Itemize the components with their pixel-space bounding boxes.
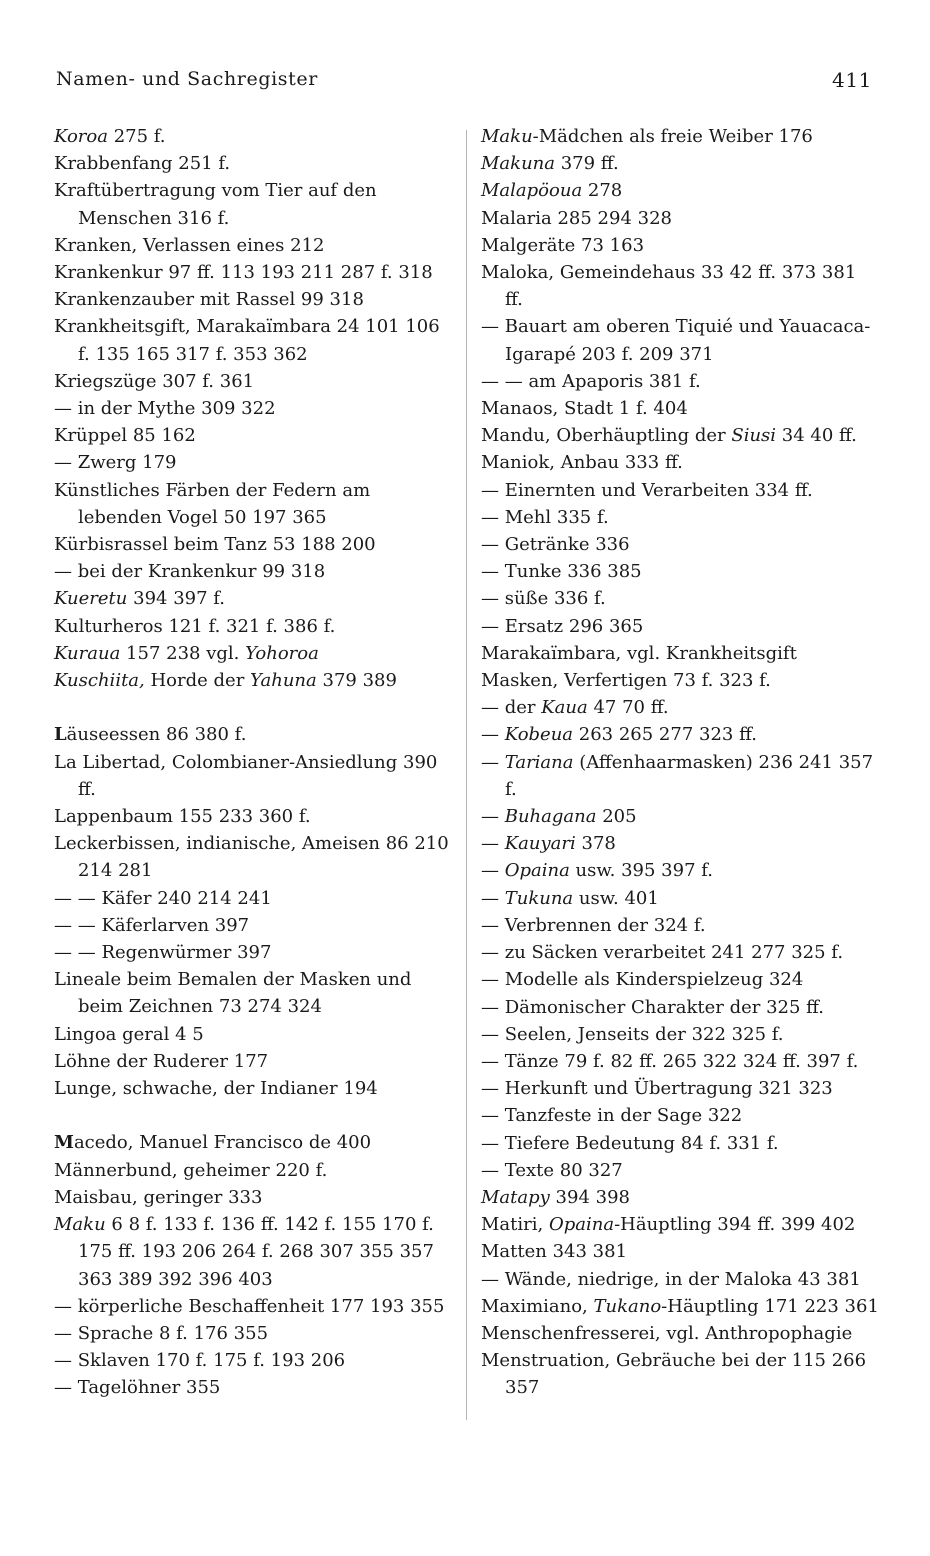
index-entry [54, 123, 450, 150]
entry-text: 157 238 vgl. [120, 642, 246, 664]
entry-text: Männerbund, geheimer 220 f. [54, 1159, 328, 1181]
entry-text: — Bauart am oberen Tiquié und Yauacaca-Igarapé 203 f. 209 371 [481, 316, 871, 365]
index-entry [481, 123, 879, 150]
index-entry [481, 613, 879, 640]
entry-text: 379 389 [316, 670, 397, 692]
entry-text: äuseessen 86 380 f. [66, 724, 247, 746]
index-entry [54, 912, 450, 939]
index-entry [481, 1266, 879, 1293]
entry-text: — Seelen, Jenseits der 322 325 f. [481, 1023, 784, 1045]
index-entry [54, 1211, 450, 1293]
entry-text: — Tänze 79 f. 82 ff. 265 322 324 ff. 397 f. [481, 1050, 859, 1072]
entry-italic-text: Yahuna [250, 670, 317, 692]
index-entry [481, 939, 879, 966]
index-entry [54, 1157, 450, 1184]
entry-text: Menschenfresserei, vgl. Anthropophagie [481, 1322, 853, 1344]
index-entry [481, 1347, 879, 1401]
entry-text: Lunge, schwache, der Indianer 194 [54, 1078, 378, 1100]
index-entry [481, 1130, 879, 1157]
entry-text: Kranken, Verlassen eines 212 [54, 234, 325, 256]
entry-text: — Zwerg 179 [54, 452, 177, 474]
index-entry [481, 477, 879, 504]
index-column-left [54, 123, 450, 1402]
entry-text: 275 f. [107, 126, 166, 147]
running-head-title: Namen- und Sachregister [56, 68, 318, 90]
entry-text: Künstliches Färben der Federn am lebenden Vogel 50 197 365 [54, 479, 371, 528]
entry-text: Malaria 285 294 328 [481, 207, 672, 229]
entry-text: — — Käfer 240 214 241 [54, 887, 272, 909]
index-entry [54, 259, 450, 286]
index-entry [481, 885, 879, 912]
entry-text: Matten 343 381 [481, 1241, 628, 1263]
index-entry [54, 1075, 450, 1102]
entry-text: Lineale beim Bemalen der Masken und beim Zeichnen 73 274 324 [54, 969, 412, 1018]
entry-text: 205 [596, 806, 637, 828]
index-entry [481, 205, 879, 232]
running-header [56, 68, 872, 98]
entry-italic-text: Maku [54, 1214, 106, 1236]
entry-text: Horde der [144, 670, 251, 692]
entry-italic-text: Matapy [481, 1186, 550, 1208]
entry-text: -Mädchen als freie Weiber 176 [532, 126, 813, 147]
entry-text: 34 40 ff. [776, 425, 857, 447]
index-entry [481, 1075, 879, 1102]
index-entry [481, 994, 879, 1021]
entry-text: Manaos, Stadt 1 f. 404 [481, 398, 688, 420]
page-number: 411 [832, 68, 872, 92]
index-entry [54, 1184, 450, 1211]
entry-text: Krankenkur 97 ff. 113 193 211 287 f. 318 [54, 262, 433, 284]
index-entry [54, 939, 450, 966]
entry-italic-text: Opaina [548, 1214, 615, 1236]
index-entry [481, 232, 879, 259]
entry-italic-text: Kuschiita, [54, 670, 145, 692]
entry-text: L [54, 724, 67, 746]
index-entry [54, 830, 450, 884]
entry-text: Krankenzauber mit Rassel 99 318 [54, 289, 364, 311]
entry-text: Leckerbissen, indianische, Ameisen 86 210 214 281 [54, 833, 449, 882]
entry-text: — [481, 860, 505, 882]
entry-text: Löhne der Ruderer 177 [54, 1050, 269, 1072]
index-entry [481, 1320, 879, 1347]
index-entry [481, 449, 879, 476]
entry-text: M [54, 1132, 74, 1154]
entry-text: 379 ff. [555, 153, 619, 175]
index-entry [54, 1293, 450, 1320]
entry-text: — Tiefere Bedeutung 84 f. 331 f. [481, 1132, 779, 1154]
entry-text: Malgeräte 73 163 [481, 234, 645, 256]
index-entry [54, 749, 450, 803]
entry-text: La Libertad, Colombianer-Ansiedlung 390 ff. [54, 751, 438, 800]
index-entry [54, 667, 450, 694]
entry-text: Kürbisrassel beim Tanz 53 188 200 [54, 534, 376, 556]
entry-text: 378 [575, 833, 616, 855]
index-entry [481, 558, 879, 585]
entry-text: — [481, 724, 505, 746]
entry-text: — der [481, 697, 542, 719]
index-entry [54, 177, 450, 231]
entry-text: — Tagelöhner 355 [54, 1377, 221, 1399]
entry-text: 278 [582, 180, 623, 202]
entry-italic-text: Maku [481, 126, 533, 147]
entry-text: — Dämonischer Charakter der 325 ff. [481, 996, 825, 1018]
entry-text: Maniok, Anbau 333 ff. [481, 452, 683, 474]
index-entry [54, 1374, 450, 1401]
entry-text: Matiri, [481, 1214, 549, 1236]
entry-text: Kulturheros 121 f. 321 f. 386 f. [54, 615, 336, 637]
entry-text: — Ersatz 296 365 [481, 615, 644, 637]
index-entry [54, 477, 450, 531]
index-entry [54, 1347, 450, 1374]
index-entry [481, 150, 879, 177]
entry-italic-text: Kueretu [54, 588, 128, 610]
entry-text: Marakaïmbara, vgl. Krankheitsgift [481, 642, 797, 664]
entry-text: Maximiano, [481, 1295, 594, 1317]
entry-text: (Affenhaarmasken) 236 241 357 f. [505, 751, 874, 800]
entry-text: Maloka, Gemeindehaus 33 42 ff. 373 381 ff. [481, 262, 857, 311]
index-entry [481, 422, 879, 449]
entry-text: — Herkunft und Übertragung 321 323 [481, 1078, 833, 1100]
entry-italic-text: Buhagana [504, 806, 597, 828]
entry-text: — — Regenwürmer 397 [54, 942, 272, 964]
index-entry [481, 667, 879, 694]
column-divider [466, 130, 467, 1420]
index-entry [54, 558, 450, 585]
index-entry [481, 1293, 879, 1320]
entry-text: — Modelle als Kinderspielzeug 324 [481, 969, 804, 991]
entry-text: 47 70 ff. [587, 697, 669, 719]
entry-text: — zu Säcken verarbeitet 241 277 325 f. [481, 942, 844, 964]
entry-italic-text: Siusi [731, 425, 777, 447]
entry-text: 6 8 f. 133 f. 136 ff. 142 f. 155 170 f. 175 ff. 193 206 264 f. 268 307 355 357 363 389 392 396 403 [78, 1214, 434, 1290]
entry-text: — körperliche Beschaffenheit 177 193 355 [54, 1295, 445, 1317]
entry-text: Masken, Verfertigen 73 f. 323 f. [481, 670, 771, 692]
index-entry [481, 912, 879, 939]
index-entry [54, 313, 450, 367]
entry-text: 263 265 277 323 ff. [573, 724, 757, 746]
index-entry [54, 721, 450, 748]
index-entry [54, 1021, 450, 1048]
entry-text: usw. 401 [573, 887, 659, 909]
index-entry [481, 313, 879, 367]
entry-italic-text: Opaina [504, 860, 570, 882]
entry-text: — Tanzfeste in der Sage 322 [481, 1105, 743, 1127]
index-entry [481, 857, 879, 884]
index-entry [481, 177, 879, 204]
entry-text: — Getränke 336 [481, 534, 630, 556]
entry-text: — Einernten und Verarbeiten 334 ff. [481, 479, 813, 501]
entry-text: -Häuptling 171 223 361 [661, 1295, 879, 1317]
section-gap [54, 1102, 450, 1129]
entry-italic-text: Tariana [504, 751, 574, 773]
entry-text: 394 397 f. [127, 588, 226, 610]
index-entry [481, 395, 879, 422]
index-entry [54, 640, 450, 667]
index-entry [481, 504, 879, 531]
index-entry [481, 721, 879, 748]
entry-text: — bei der Krankenkur 99 318 [54, 561, 326, 583]
index-entry [54, 966, 450, 1020]
index-entry [54, 885, 450, 912]
index-entry [481, 830, 879, 857]
entry-text: — Wände, niedrige, in der Maloka 43 381 [481, 1268, 861, 1290]
index-entry [54, 531, 450, 558]
entry-text: — süße 336 f. [481, 588, 606, 610]
entry-text: Krankheitsgift, Marakaïmbara 24 101 106 f. 135 165 317 f. 353 362 [54, 316, 440, 365]
index-entry [481, 1021, 879, 1048]
entry-text: Mandu, Oberhäuptling der [481, 425, 732, 447]
index-entry [54, 232, 450, 259]
index-entry [481, 749, 879, 803]
entry-italic-text: Koroa [54, 126, 108, 147]
index-entry [54, 1320, 450, 1347]
entry-text: — Texte 80 327 [481, 1159, 623, 1181]
index-entry [481, 1048, 879, 1075]
index-entry [481, 1157, 879, 1184]
entry-italic-text: Yohoroa [245, 642, 319, 664]
index-entry [481, 368, 879, 395]
entry-text: acedo, Manuel Francisco de 400 [73, 1132, 372, 1154]
index-entry [54, 1129, 450, 1156]
index-entry [54, 150, 450, 177]
entry-text: — Sklaven 170 f. 175 f. 193 206 [54, 1350, 346, 1372]
index-entry [481, 1211, 879, 1238]
index-entry [481, 585, 879, 612]
entry-italic-text: Kobeua [504, 724, 574, 746]
entry-text: usw. 395 397 f. [569, 860, 713, 882]
index-entry [54, 395, 450, 422]
entry-italic-text: Malapöoua [481, 180, 583, 202]
entry-text: Maisbau, geringer 333 [54, 1186, 263, 1208]
entry-text: Kraftübertragung vom Tier auf den Menschen 316 f. [54, 180, 377, 229]
entry-text: Lappenbaum 155 233 360 f. [54, 806, 311, 828]
index-entry [481, 1238, 879, 1265]
entry-text: -Häuptling 394 ff. 399 402 [614, 1214, 856, 1236]
entry-text: — — am Apaporis 381 f. [481, 370, 701, 392]
index-entry [481, 694, 879, 721]
index-entry [54, 368, 450, 395]
index-entry [481, 259, 879, 313]
index-entry [54, 422, 450, 449]
index-entry [481, 966, 879, 993]
index-entry [481, 640, 879, 667]
index-entry [54, 613, 450, 640]
entry-text: — Mehl 335 f. [481, 506, 609, 528]
entry-text: Krabbenfang 251 f. [54, 153, 231, 175]
entry-text: Menstruation, Gebräuche bei der 115 266 357 [481, 1350, 867, 1399]
index-column-right [481, 123, 879, 1402]
entry-italic-text: Tukano [593, 1295, 662, 1317]
entry-text: 394 398 [549, 1186, 630, 1208]
index-entry [481, 531, 879, 558]
entry-text: Krüppel 85 162 [54, 425, 196, 447]
entry-text: — [481, 751, 505, 773]
entry-text: — [481, 887, 505, 909]
entry-italic-text: Makuna [481, 153, 555, 175]
entry-italic-text: Kauyari [504, 833, 576, 855]
index-entry [54, 585, 450, 612]
section-gap [54, 694, 450, 721]
index-entry [54, 803, 450, 830]
entry-text: — in der Mythe 309 322 [54, 398, 276, 420]
entry-text: — Tunke 336 385 [481, 561, 642, 583]
entry-text: — — Käferlarven 397 [54, 914, 250, 936]
entry-text: — [481, 833, 505, 855]
index-entry [54, 286, 450, 313]
index-entry [54, 1048, 450, 1075]
index-entry [481, 1184, 879, 1211]
index-entry [54, 449, 450, 476]
entry-text: Lingoa geral 4 5 [54, 1023, 204, 1045]
entry-text: — [481, 806, 505, 828]
entry-italic-text: Kuraua [54, 642, 121, 664]
entry-text: — Sprache 8 f. 176 355 [54, 1322, 269, 1344]
entry-text: — Verbrennen der 324 f. [481, 914, 706, 936]
entry-text: Kriegszüge 307 f. 361 [54, 370, 255, 392]
index-entry [481, 1102, 879, 1129]
entry-italic-text: Tukuna [504, 887, 574, 909]
index-entry [481, 803, 879, 830]
entry-italic-text: Kaua [541, 697, 588, 719]
